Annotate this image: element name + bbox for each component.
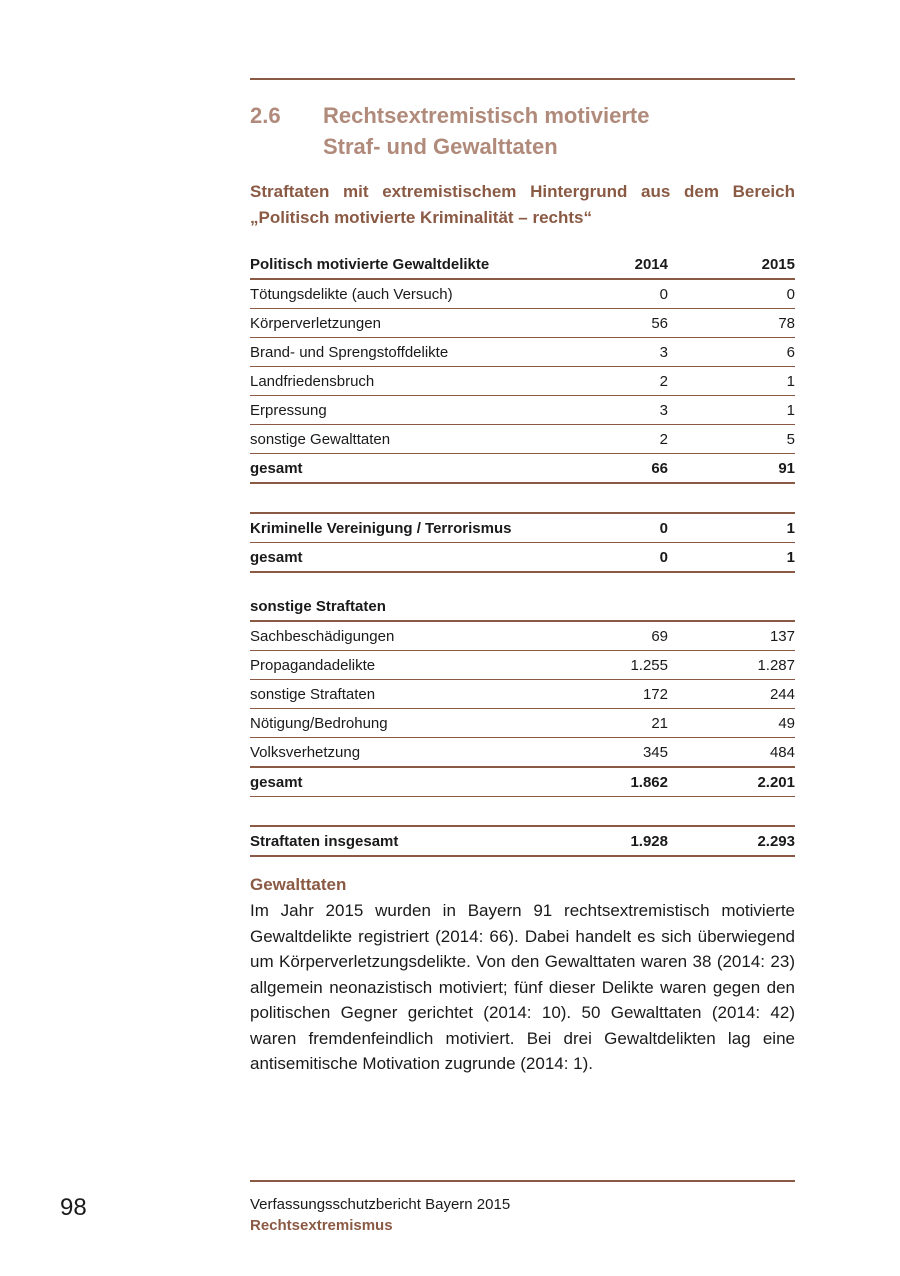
table-row xyxy=(250,279,795,309)
row-value-2015: 2.201 xyxy=(668,767,795,797)
row-value-2014: 1.862 xyxy=(580,767,668,797)
table-row xyxy=(250,680,795,709)
section-number: 2.6 xyxy=(250,103,281,128)
row-label: sonstige Straftaten xyxy=(250,592,580,621)
row-value-2014: 69 xyxy=(580,621,668,651)
row-label: Kriminelle Vereinigung / Terrorismus xyxy=(250,513,580,543)
row-label: Straftaten insgesamt xyxy=(250,826,580,856)
header-2015: 2015 xyxy=(668,250,795,279)
row-label: gesamt xyxy=(250,454,580,484)
table-row xyxy=(250,338,795,367)
row-value-2014: 0 xyxy=(580,543,668,573)
table-caption-line1: Straftaten mit extremistischem Hintergrund aus dem Bereich xyxy=(250,182,795,201)
row-value-2015: 1 xyxy=(668,513,795,543)
row-value-2015: 5 xyxy=(668,425,795,454)
row-value-2015: 91 xyxy=(668,454,795,484)
terror-total-row xyxy=(250,543,795,573)
section-title-line1: Rechtsextremistisch motivierte xyxy=(323,103,650,128)
page-number: 98 xyxy=(60,1194,87,1221)
row-value-2015: 1 xyxy=(668,367,795,396)
row-value-2014: 0 xyxy=(580,513,668,543)
row-label: Landfriedensbruch xyxy=(250,367,580,396)
statistics-table xyxy=(250,250,795,857)
row-label: Volksverhetzung xyxy=(250,738,580,768)
table-row xyxy=(250,309,795,338)
row-value-2015: 244 xyxy=(668,680,795,709)
row-value-2014: 21 xyxy=(580,709,668,738)
violent-total-row xyxy=(250,454,795,484)
table-row xyxy=(250,738,795,768)
row-value-2014: 2 xyxy=(580,425,668,454)
row-value-2015: 78 xyxy=(668,309,795,338)
terror-row xyxy=(250,513,795,543)
header-label: Politisch motivierte Gewaltdelikte xyxy=(250,250,580,279)
spacer-row xyxy=(250,797,795,827)
row-value-2014: 0 xyxy=(580,279,668,309)
table-header-row xyxy=(250,250,795,279)
section-title-line2: Straf- und Gewalttaten xyxy=(323,134,558,159)
row-label: Brand- und Sprengstoffdelikte xyxy=(250,338,580,367)
spacer-row xyxy=(250,572,795,592)
table-row xyxy=(250,396,795,425)
row-label: Propagandadelikte xyxy=(250,651,580,680)
row-value-2014: 66 xyxy=(580,454,668,484)
row-value-2014: 1.255 xyxy=(580,651,668,680)
table-row xyxy=(250,651,795,680)
row-value-2014: 2 xyxy=(580,367,668,396)
row-value-2014: 56 xyxy=(580,309,668,338)
body-paragraph: Im Jahr 2015 wurden in Bayern 91 rechtsextremistisch motivierte Gewaltdelikte registriert (2014: 66). Dabei handelt es sich überwiegend um Körperverletzungsdelikte. Von den Gewalttaten waren 38 (2014: 23) allgemein neonazistisch motiviert; fünf dieser Delikte waren gegen den politischen Gegner gerichtet (2014: 10). 50 Gewalttaten (2014: 42) waren fremdenfeindlich motiviert. Bei drei Gewaltdelikten lag eine antisemitische Motivation zugrunde (2014: 1). xyxy=(250,901,795,1073)
row-value-2014: 1.928 xyxy=(580,826,668,856)
row-label: gesamt xyxy=(250,543,580,573)
row-value-2014: 3 xyxy=(580,338,668,367)
footer-chapter: Rechtsextremismus xyxy=(250,1217,393,1234)
row-label: Erpressung xyxy=(250,396,580,425)
table-caption-line2: „Politisch motivierte Kriminalität – rechts“ xyxy=(250,208,592,227)
row-label: gesamt xyxy=(250,767,580,797)
row-value-2014: 345 xyxy=(580,738,668,768)
footer-rule xyxy=(250,1180,795,1182)
table-row xyxy=(250,425,795,454)
row-value-2015: 137 xyxy=(668,621,795,651)
section-title xyxy=(323,100,793,162)
table-row xyxy=(250,367,795,396)
row-value-2015: 2.293 xyxy=(668,826,795,856)
row-value-2015: 0 xyxy=(668,279,795,309)
row-value-2015: 484 xyxy=(668,738,795,768)
table-caption xyxy=(250,179,795,231)
row-label: sonstige Straftaten xyxy=(250,680,580,709)
grand-total-row xyxy=(250,826,795,856)
table-row xyxy=(250,621,795,651)
header-2014: 2014 xyxy=(580,250,668,279)
table-row xyxy=(250,709,795,738)
other-header-row xyxy=(250,592,795,621)
row-label: Körperverletzungen xyxy=(250,309,580,338)
row-label: Tötungsdelikte (auch Versuch) xyxy=(250,279,580,309)
spacer-row xyxy=(250,483,795,513)
other-total-row xyxy=(250,767,795,797)
row-label: sonstige Gewalttaten xyxy=(250,425,580,454)
row-label: Sachbeschädigungen xyxy=(250,621,580,651)
top-rule xyxy=(250,78,795,80)
row-value-2014: 3 xyxy=(580,396,668,425)
subsection-title: Gewalttaten xyxy=(250,875,347,894)
row-value-2015: 1 xyxy=(668,396,795,425)
row-value-2015: 6 xyxy=(668,338,795,367)
row-value-2014: 172 xyxy=(580,680,668,709)
row-value-2015: 49 xyxy=(668,709,795,738)
row-label: Nötigung/Bedrohung xyxy=(250,709,580,738)
row-value-2015: 1.287 xyxy=(668,651,795,680)
footer-publication: Verfassungsschutzbericht Bayern 2015 xyxy=(250,1196,511,1213)
row-value-2015: 1 xyxy=(668,543,795,573)
